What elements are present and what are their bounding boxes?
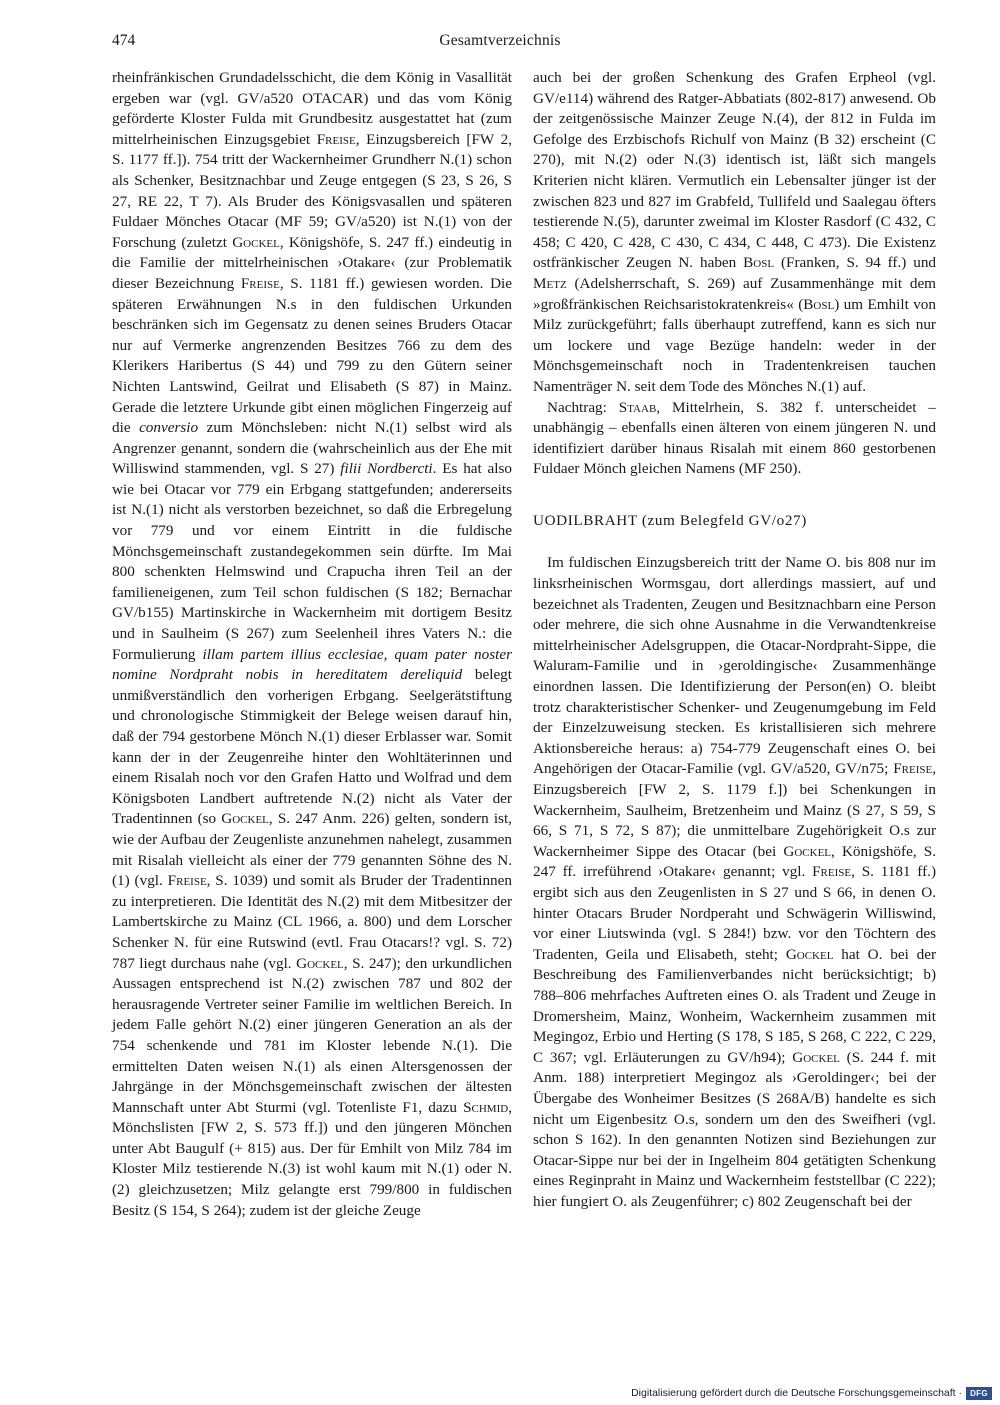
running-head: Gesamtverzeichnis — [439, 32, 561, 49]
section-heading: UODILBRAHT (zum Belegfeld GV/o27) — [533, 511, 807, 529]
addendum-paragraph: Nachtrag: Staab, Mittelrhein, S. 382 f. unterscheidet – unabhängig – ebenfalls einen älteren von einem jüngeren N. und identifiziert darüber hinaus Risalah mit einem 860 gestorbenen Fuldaer Mönch gleichen Namens (MF 250). — [533, 398, 936, 478]
page-header — [112, 32, 888, 54]
footer — [631, 1385, 992, 1401]
dfg-logo: DFG — [966, 1387, 992, 1400]
left-column — [112, 68, 512, 1221]
footer-credit: Digitalisierung gefördert durch die Deutsche Forschungsgemeinschaft · — [631, 1387, 962, 1399]
right-column — [533, 68, 936, 1212]
paragraph: Im fuldischen Einzugsbereich tritt der Name O. bis 808 nur im linksrheinischen Wormsgau, dort allerdings massiert, auf und bezeichnet als Tradenten, Zeugen und Besitznachbarn eine Person oder mehrere, die sich ohne Ausnahme in die Verwandtenkreise mittelrheinischer Adelsgruppen, die Otacar-Nordpraht-Sippe, die Waluram-Familie und in ›geroldingische‹ Zusammenhänge einordnen lassen. Die Identifizierung der Person(en) O. bleibt trotz charakteristischer Schenker- und Zeugenumgebung im Feld der Einzelzuweisung stecken. Es kristallisieren sich mehrere Aktionsbereiche heraus: a) 754-779 Zeugenschaft eines O. bei Angehörigen der Otacar-Familie (vgl. GV/a520, GV/n75; Freise, Einzugsbereich [FW 2, S. 1179 f.]) bei Schenkungen in Wackernheim, Saulheim, Bretzenheim und Mainz (S 27, S 59, S 66, S 71, S 72, S 87); die unmittelbare Zugehörigkeit O.s zur Wackernheimer Sippe des Otacar (bei Gockel, Königshöfe, S. 247 ff. irreführend ›Otakare‹ genannt; vgl. Freise, S. 1181 ff.) ergibt sich aus den Zeugenlisten in S 27 und S 66, in denen O. hinter Otacars Bruder Nordperaht und Schwägerin Williswind, vor einer Liutswinda (vgl. S 284!) bzw. vor den Töchtern des Tradenten, Geila und Elisabeth, steht; Gockel hat O. bei der Beschreibung des Familienverbandes nicht berücksichtigt; b) 788–806 mehrfaches Auftreten eines O. als Tradent und Zeuge in Dromersheim, Mainz, Wonheim, Wackernheim zusammen mit Megingoz, Erbio und Herting (S 178, S 185, S 268, C 222, C 229, C 367; vgl. Erläuterungen zu GV/h94); Gockel (S. 244 f. mit Anm. 188) interpretiert Megingoz als ›Geroldinger‹; bei der Übergabe des Wonheimer Besitzes (S 268A/B) handelte es sich nicht um Eigenbesitz O.s, sondern um den des Sweifheri (vgl. schon S 162). In den genannten Notizen sind Beziehungen zur Otacar-Sippe nur bei der in Ingelheim 804 getätigten Schenkung eines Reginpraht in Mainz und Wackernheim feststellbar (C 222); hier fungiert O. als Zeugenführer; c) 802 Zeugenschaft bei der — [533, 554, 936, 1210]
paragraph: rheinfränkischen Grundadelsschicht, die dem König in Vasallität ergeben war (vgl. GV/a520 OTACAR) und das vom König geförderte Kloster Fulda mit Grundbesitz ausgestattet hat (zum mittelrheinischen Einzugsgebiet Freise, Einzugsbereich [FW 2, S. 1177 ff.]). 754 tritt der Wackernheimer Grundherr N.(1) schon als Schenker, Besitznachbar und Zeuge entgegen (S 23, S 26, S 27, RE 22, T 7). Als Bruder des Königsvasallen und späteren Fuldaer Mönches Otacar (MF 59; GV/a520) ist N.(1) von der Forschung (zuletzt Gockel, Königshöfe, S. 247 ff.) eindeutig in die Familie der mittelrheinischen ›Otakare‹ (zur Problematik dieser Bezeichnung Freise, S. 1181 ff.) gewiesen worden. Die späteren Erwähnungen N.s in den fuldischen Urkunden beschränken sich im Gegensatz zu denen seines Bruders Otacar nur auf Vermerke angrenzenden Besitzes 766 zu dem des Klerikers Haribertus (S 44) und 799 zu den Gütern seiner Nichten Lantswind, Geilrat und Elisabeth (S 87) in Mainz. Gerade die letztere Urkunde gibt einen möglichen Fingerzeig auf die conversio zum Mönchsleben: nicht N.(1) selbst wird als Angrenzer genannt, sondern die (wahrscheinlich aus der Ehe mit Williswind stammenden, vgl. S 27) filii Nordbercti. Es hat also wie bei Otacar vor 779 ein Erbgang stattgefunden; andererseits ist N.(1) nicht als verstorben bezeichnet, so daß die Erbregelung vor 779 und vor einem Eintritt in die fuldische Mönchsgemeinschaft zustandegekommen sein dürfte. Im Mai 800 schenkten Helmswind und Crapucha ihren Teil an der familieneigenen, zum Teil schon fuldischen (S 182; Bernachar GV/b155) Martinskirche in Wackernheim mit dortigem Besitz und in Saulheim (S 267) zum Seelenheil ihres Vaters N.: die Formulierung illam partem illius ecclesiae, quam pater noster nomine Nordpraht nobis in hereditatem dereliquid belegt unmißverständlich den vorherigen Erbgang. Seelgerätstiftung und chronologische Stimmigkeit der Belege weisen darauf hin, daß der 794 gestorbene Mönch N.(1) dieser Erblasser war. Somit kann der in der Zeugenreihe hinter den Wohltäterinnen und einem Risalah noch vor den Grafen Hatto und Wolfrad und dem Königsboten Landbert auftretende N.(2) nicht als Vater der Tradentinnen (so Gockel, S. 247 Anm. 226) gelten, sondern ist, wie der Aufbau der Zeugenliste anzunehmen nahelegt, zusammen mit Risalah vielleicht als einer der 779 genannten Söhne des N.(1) (vgl. Freise, S. 1039) und somit als Bruder der Tradentinnen zu interpretieren. Die Identität des N.(2) mit dem Mitbesitzer der Lambertskirche zu Mainz (CL 1966, a. 800) und dem Lorscher Schenker N. für eine Rutswind (evtl. Frau Otacars!? vgl. S. 72) 787 liegt durchaus nahe (vgl. Gockel, S. 247); den urkundlichen Aussagen entsprechend ist N.(2) zwischen 787 und 802 der herausragende Vertreter seiner Familie im weltlichen Bereich. In jedem Falle gehört N.(2) einer jüngeren Generation an als der 754 schenkende und 781 im Kloster lebende N.(1). Die ermittelten Daten weisen N.(1) als einen Altersgenossen der Jahrgänge in der Mönchsgemeinschaft zwischen der ältesten Mannschaft unter Abt Sturmi (vgl. Totenliste F1, dazu Schmid, Mönchslisten [FW 2, S. 573 ff.]) und den jüngeren Mönchen unter Abt Baugulf (+ 815) aus. Der für Emhilt von Milz 784 im Kloster Milz testierende N.(3) ist wohl kaum mit N.(1) oder N.(2) gleichzusetzen; Milz gelangte erst 799/800 in fuldischen Besitz (S 154, S 264); zudem ist der gleiche Zeuge — [112, 69, 513, 1219]
page-number: 474 — [112, 32, 136, 49]
paragraph: auch bei der großen Schenkung des Grafen Erpheol (vgl. GV/e114) während des Ratger-Abbatiats (802-817) anwesend. Ob der zeitgenössische Mainzer Zeuge N.(4), der 812 in Fulda im Gefolge des Erzbischofs Richulf von Mainz (B 32) erscheint (C 270), mit N.(2) oder N.(3) identisch ist, läßt sich mangels Kriterien nicht klären. Vermutlich ein Lebensalter jünger ist der zwischen 823 und 827 im Grabfeld, Tullifeld und Saalegau öfters testierende N.(5), darunter zweimal im Kloster Rasdorf (C 432, C 458; C 420, C 428, C 430, C 434, C 448, C 473). Die Existenz ostfränkischer Zeugen N. haben Bosl (Franken, S. 94 ff.) und Metz (Adelsherrschaft, S. 269) auf Zusammenhänge mit dem »großfränkischen Reichsaristokratenkreis« (Bosl) um Emhilt von Milz zurückgeführt; falls überhaupt zutreffend, kann es sich nur um lockere und vage Bezüge handeln: weder in der Mönchsgemeinschaft noch in Tradentenkreisen tauchen Namenträger N. seit dem Tode des Mönches N.(1) auf. — [533, 69, 937, 395]
